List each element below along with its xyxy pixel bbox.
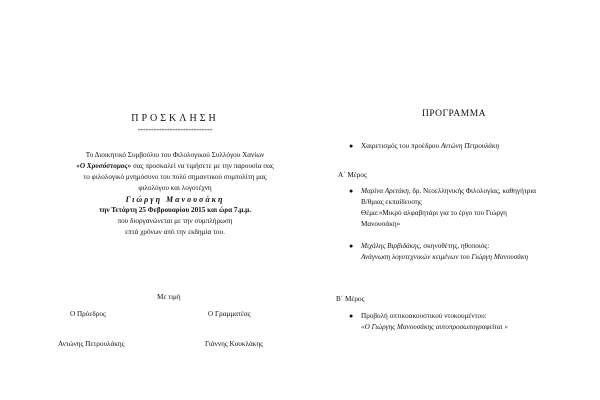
intro-line-8: επτά χρόνων από την εκδημία του. bbox=[125, 228, 225, 236]
association-name: «Ο Χρυσόστομος» bbox=[76, 162, 132, 170]
title-underline: ---------------------------- bbox=[137, 125, 213, 134]
speaker-2-role: , σκηνοθέτης, ηθοποιός: bbox=[419, 242, 490, 250]
intro-line-2 bbox=[0, 161, 350, 172]
intro-line-3: το φιλολογικό μνημόσυνο του πολύ σημαντικού συμπολίτη μας bbox=[83, 173, 267, 181]
bullet-icon: ● bbox=[349, 142, 354, 150]
program-item-documentary bbox=[349, 311, 591, 333]
bullet-icon: ● bbox=[349, 242, 354, 250]
invitation-text bbox=[0, 150, 350, 238]
speaker-1-topic: Θέμα:«Μικρό αλφαβητάρι για το έργο του Γιώργη bbox=[361, 209, 507, 217]
event-date: την Τετάρτη 25 Φεβρουαρίου 2015 και ώρα 7.μ.μ. bbox=[98, 206, 252, 214]
honoree-name: Γιώργη Μανουσάκη bbox=[125, 195, 225, 204]
secretary-title: Ο Γραμματέας bbox=[208, 310, 251, 318]
welcome-name: Αντώνη Πετρουλάκη bbox=[440, 142, 500, 150]
bullet-icon: ● bbox=[349, 187, 354, 195]
intro-line-1: Το Διοικητικό Συμβούλιο του Φιλολογικού Συλλόγου Χανίων bbox=[85, 151, 265, 159]
president-name: Αντώνης Πετρουλάκης bbox=[58, 340, 125, 348]
intro-line-4: φιλολόγου και λογοτέχνη bbox=[138, 184, 212, 192]
speaker-2-name: Μιχάλης Βιρβιδάκης bbox=[361, 242, 420, 250]
part-b-label: Β΄ Μέρος bbox=[336, 295, 365, 303]
regards: Με τιμή bbox=[157, 293, 181, 301]
program-item-speaker-1 bbox=[349, 186, 591, 230]
speaker-2-topic: Ανάγνωση λογοτεχνικών κειμένων του Γιώργη Μανουσάκη bbox=[361, 253, 529, 261]
part-a-label: Α΄ Μέρος bbox=[338, 171, 367, 179]
documentary-line-1: Προβολή οπτικοακουστικού ντοκουμέντου: bbox=[361, 312, 487, 320]
speaker-1-topic-2: Μανουσάκη» bbox=[361, 220, 401, 228]
program-item-welcome bbox=[349, 141, 500, 152]
bullet-icon: ● bbox=[349, 312, 354, 320]
documentary-line-2: «Ο Γιώργης Μανουσάκης αυτοπροσωπογραφείται » bbox=[361, 323, 509, 331]
speaker-1-name: Μαρίνα Αρετάκη bbox=[361, 187, 409, 195]
speaker-1-role: , δρ. Νεοελληνικής Φιλολογίας, καθηγήτρια bbox=[408, 187, 537, 195]
secretary-name: Γιάννης Κουκλάκης bbox=[205, 340, 263, 348]
welcome-text: Χαιρετισμός του προέδρου bbox=[361, 142, 440, 150]
speaker-1-role-2: Β/θμιας εκπαίδευσης bbox=[361, 198, 422, 206]
program-item-speaker-2 bbox=[349, 241, 591, 263]
invite-text: σας προσκαλεί να τιμήσετε με την παρουσία σας bbox=[133, 162, 274, 170]
program-title: ΠΡΟΓΡΑΜΜΑ bbox=[422, 109, 487, 119]
invitation-title: ΠΡΟΣΚΛΗΣΗ bbox=[131, 113, 219, 124]
intro-line-7: που διοργανώνεται με την συμπλήρωση bbox=[117, 217, 233, 225]
president-title: Ο Πρόεδρος bbox=[70, 310, 106, 318]
